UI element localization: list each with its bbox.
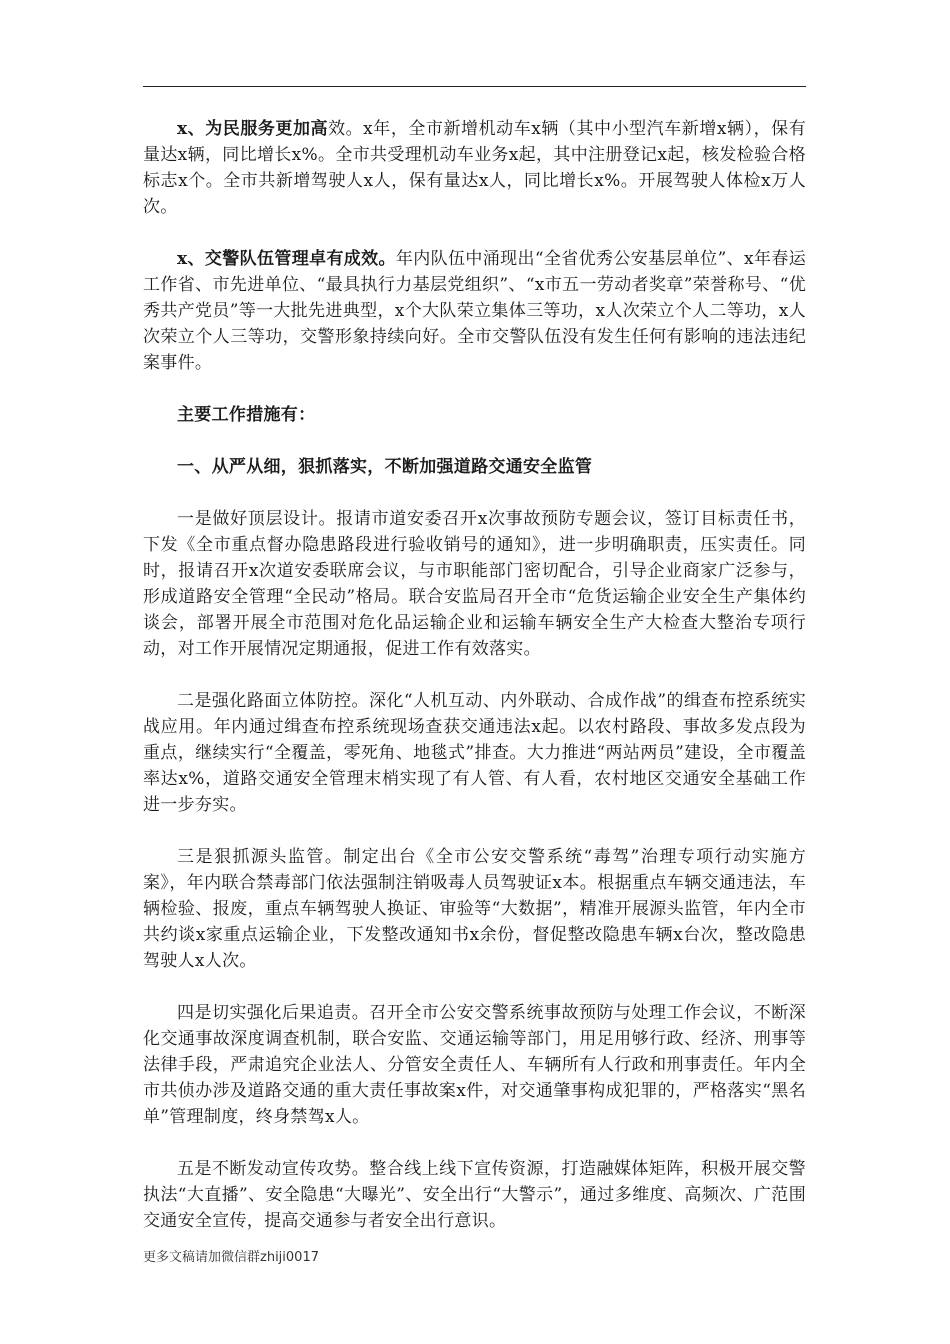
header-rule — [143, 86, 806, 87]
document-body — [143, 116, 806, 1260]
measures-heading: 主要工作措施有： — [177, 405, 316, 425]
paragraph-team-text: 年内队伍中涌现出“全省优秀公安基层单位”、x年春运工作省、市先进单位、“最具执行力基层党组织”、“x市五一劳动者奖章”荣誉称号、“优秀共产党员”等一大批先进典型，x个大队荣立集体三等功，x人次荣立个人二等功，x人次荣立个人三等功，交警形象持续向好。全市交警队伍没有发生任何有影响的违法违纪案事件。 — [143, 249, 807, 373]
paragraph-team — [143, 246, 806, 376]
measure-item-3: 三是狠抓源头监管。制定出台《全市公安交警系统“毒驾”治理专项行动实施方案》，年内联合禁毒部门依法强制注销吸毒人员驾驶证x本。根据重点车辆交通违法，车辆检验、报废，重点车辆驾驶人换证、审验等“大数据”，精准开展源头监管，年内全市共约谈x家重点运输企业，下发整改通知书x余份，督促整改隐患车辆x台次，整改隐患驾驶人x人次。 — [143, 847, 806, 971]
measure-item-5: 五是不断发动宣传攻势。整合线上线下宣传资源，打造融媒体矩阵，积极开展交警执法“大直播”、安全隐患“大曝光”、安全出行“大警示”，通过多维度、高频次、广范围交通安全宣传，提高交通参与者安全出行意识。 — [143, 1159, 806, 1231]
section1-heading: 一、从严从细，狠抓落实，不断加强道路交通安全监管 — [177, 457, 593, 477]
paragraph-service-lead: x、为民服务更加高 — [177, 119, 329, 139]
paragraph-service — [143, 116, 806, 220]
footer-note: 更多文稿请加微信群zhiji0017 — [143, 1250, 319, 1265]
measure-item-2: 二是强化路面立体防控。深化“人机互动、内外联动、合成作战”的缉查布控系统实战应用。年内通过缉查布控系统现场查获交通违法x起。以农村路段、事故多发点段为重点，继续实行“全覆盖，零死角、地毯式”排查。大力推进“两站两员”建设，全市覆盖率达x%，道路交通安全管理末梢实现了有人管、有人看，农村地区交通安全基础工作进一步夯实。 — [143, 691, 806, 815]
paragraph-service-text: 效。x年，全市新增机动车x辆（其中小型汽车新增x辆），保有量达x辆，同比增长x%。全市共受理机动车业务x起，其中注册登记x起，核发检验合格标志x个。全市共新增驾驶人x人，保有量达x人，同比增长x%。开展驾驶人体检x万人次。 — [143, 119, 806, 217]
paragraph-team-lead: x、交警队伍管理卓有成效。 — [177, 249, 396, 269]
measure-item-4: 四是切实强化后果追责。召开全市公安交警系统事故预防与处理工作会议，不断深化交通事故深度调查机制，联合安监、交通运输等部门，用足用够行政、经济、刑事等法律手段，严肃追究企业法人、分管安全责任人、车辆所有人行政和刑事责任。年内全市共侦办涉及道路交通的重大责任事故案x件，对交通肇事构成犯罪的，严格落实“黑名单”管理制度，终身禁驾x人。 — [143, 1003, 806, 1127]
measure-item-1: 一是做好顶层设计。报请市道安委召开x次事故预防专题会议，签订目标责任书，下发《全市重点督办隐患路段进行验收销号的通知》，进一步明确职责，压实责任。同时，报请召开x次道安委联席会议，与市职能部门密切配合，引导企业商家广泛参与，形成道路安全管理“全民动”格局。联合安监局召开全市“危货运输企业安全生产集体约谈会，部署开展全市范围对危化品运输企业和运输车辆安全生产大检查大整治专项行动，对工作开展情况定期通报，促进工作有效落实。 — [143, 509, 806, 659]
